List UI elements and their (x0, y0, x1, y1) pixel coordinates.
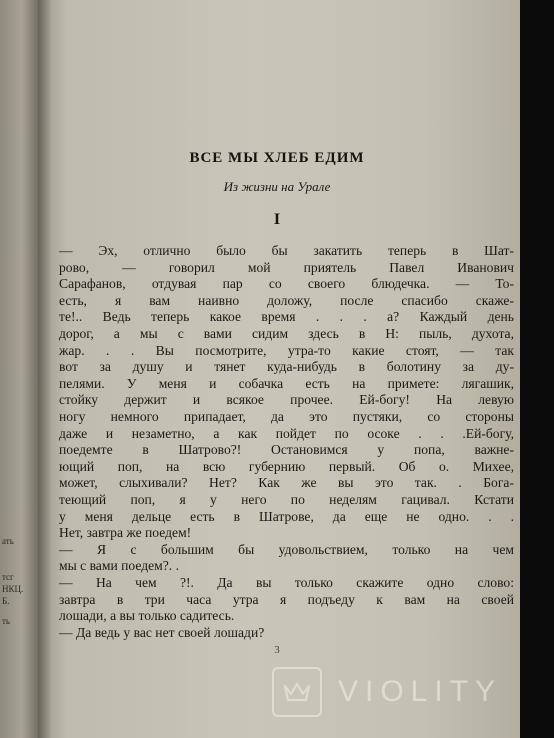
text-line: дорог, а мы с вами сидим здесь в Н: пыль, духота, (59, 326, 514, 341)
text-line: есть, я вам наивно доложу, после спасибо скаже- (59, 292, 514, 308)
text-line: может, слыхивали? Нет? Как же вы это так. . Бога- (59, 475, 514, 491)
page-number: 3 (274, 644, 280, 656)
left-page-edge (0, 0, 40, 738)
story-subtitle: Из жизни на Урале (223, 179, 331, 194)
text-line: ногу немного припадает, да это пустяки, со стороны (59, 409, 514, 424)
text-line: лошади, а вы только садитесь. (59, 608, 235, 624)
spine-shadow (38, 0, 52, 738)
text-line: поедемте в Шатрово?! Остановимся у попа, важне- (59, 442, 514, 458)
left-page-fragment: ать (2, 536, 14, 546)
text-line: — Да ведь у вас нет своей лошади? (59, 624, 265, 640)
left-page-fragment: тсг (2, 572, 14, 582)
text-line: вот за душу и тянет куда-нибудь в болотину за ду- (59, 359, 514, 375)
text-line: теющий поп, я у него по неделям гацивал. Кстати (59, 492, 514, 507)
text-line: Сарафанов, отдувая пар со своего блюдечка. — То- (59, 276, 514, 292)
text-line: ющий поп, на всю губернию первый. Об о. Михее, (59, 458, 514, 474)
left-page-fragment: ть (2, 616, 11, 626)
text-line: мы с вами поедем?. . (59, 558, 179, 574)
left-page-fragment: НКЦ. (2, 584, 24, 594)
text-line: у меня дельце есть в Шатрове, да еще не одно. . . (59, 508, 514, 524)
text-line: стойку держит и всякое прочее. Ей-богу! На левую (59, 392, 514, 408)
chapter-number: I (273, 211, 281, 228)
text-line: — Эх, отлично было бы закатить теперь в Шат- (59, 243, 514, 258)
text-line: даже и незаметно, а как пойдет по осоке . . .Ей-богу, (59, 425, 514, 441)
text-line: — На чем ?!. Да вы только скажите одно слово: (59, 575, 514, 590)
text-line: пелями. У меня и собачка есть на примете: лягашик, (59, 375, 514, 391)
left-page-fragment: Б. (2, 596, 10, 606)
violity-watermark (272, 664, 502, 720)
text-line: те!.. Ведь теперь какое время . . . а? Каждый день (59, 309, 514, 325)
text-line: завтра в три часа утра я подъеду к вам на своей (59, 591, 514, 607)
text-line: Нет, завтра же поедем! (59, 525, 192, 541)
crown-logo-icon (272, 667, 322, 717)
text-line: рово, — говорил мой приятель Павел Иванович (59, 259, 514, 275)
story-title: ВСЕ МЫ ХЛЕБ ЕДИМ (189, 150, 365, 166)
text-line: жар. . . Вы посмотрите, утра-то какие стоят, — так (59, 342, 514, 358)
watermark-text: VIOLITY (338, 675, 503, 708)
text-line: — Я с большим бы удовольствием, только на чем (59, 541, 514, 557)
